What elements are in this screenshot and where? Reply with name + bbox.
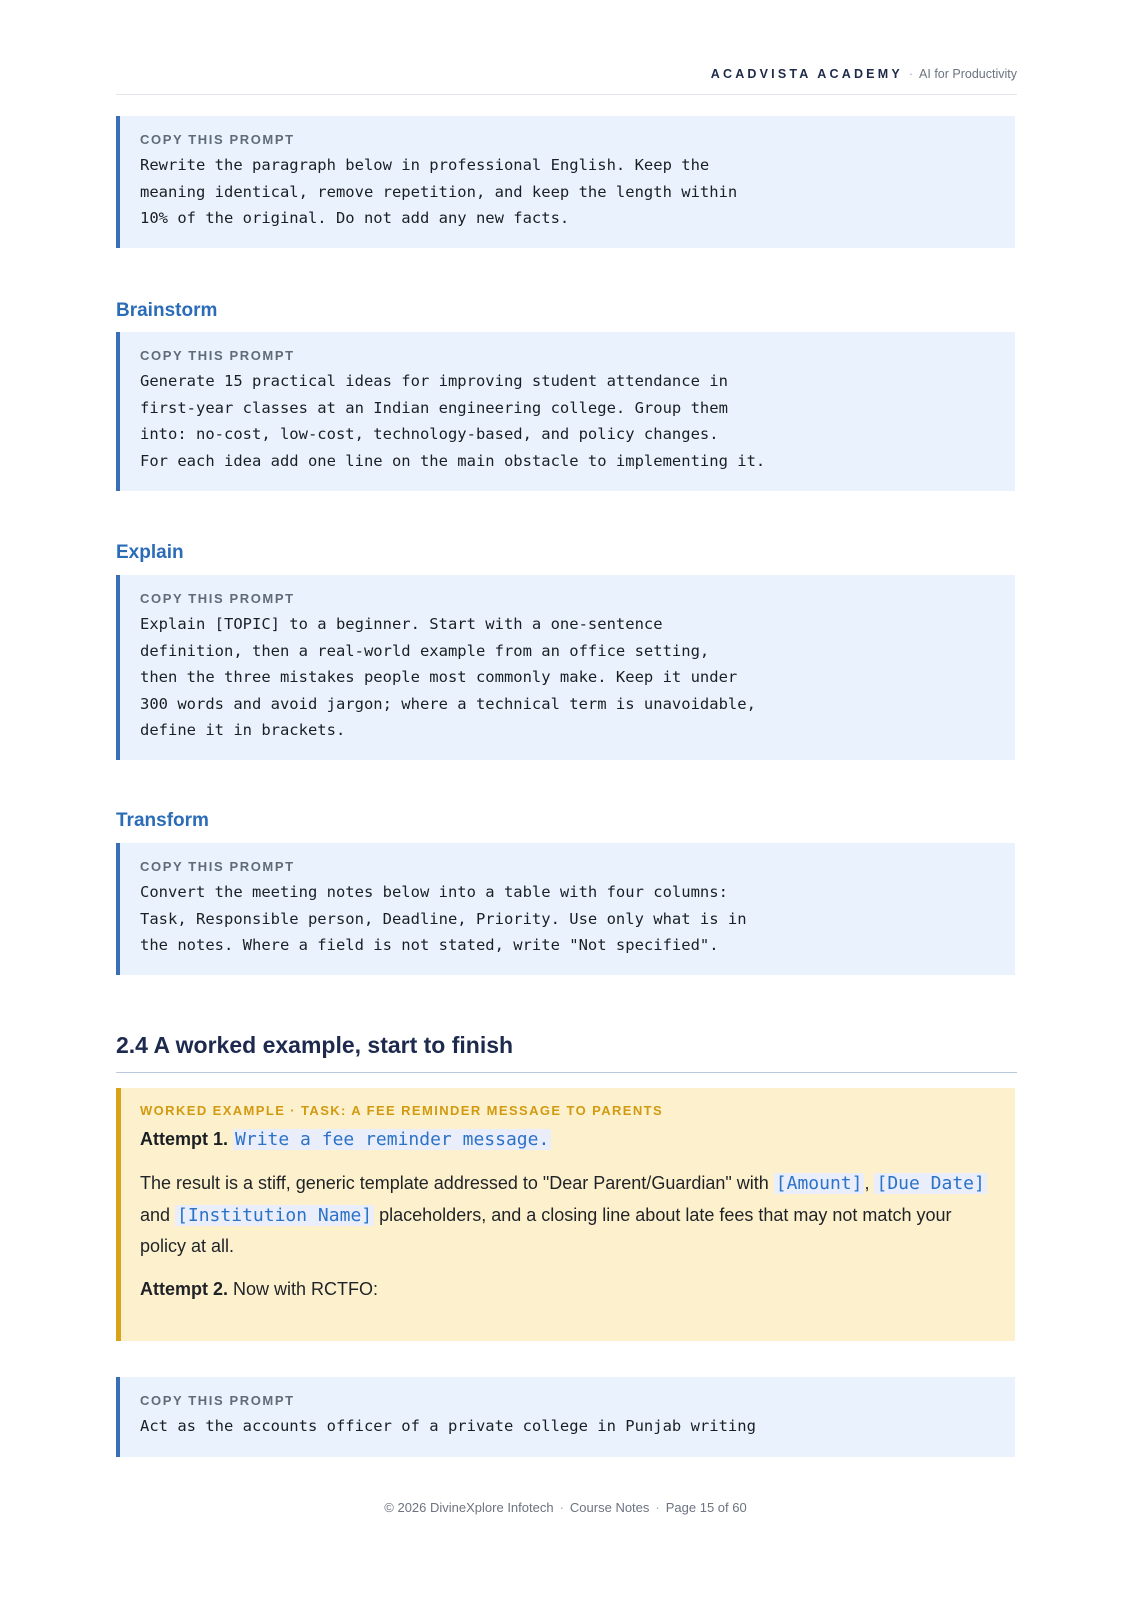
prompt-box-rewrite <box>116 116 1015 248</box>
brand-name: ACADVISTA ACADEMY <box>710 67 903 81</box>
attempt-2-label: Attempt 2. <box>140 1278 229 1299</box>
prompt-box-explain <box>116 575 1015 760</box>
footer-separator: · <box>655 1500 660 1515</box>
prompt-caption: COPY THIS PROMPT <box>140 348 295 363</box>
footer-page-number: Page 15 of 60 <box>665 1500 747 1515</box>
prompt-text-explain[interactable]: Explain [TOPIC] to a beginner. Start with a one-sentence definition, then a real-world example from an office setting, then the three mistakes people most commonly make. Keep it under 300 words and avoid jargon; where a technical term is unavoidable, define it in brackets. <box>140 615 756 739</box>
subhead-transform: Transform <box>116 810 209 831</box>
placeholder-amount: [Amount] <box>775 1173 863 1194</box>
prompt-caption: COPY THIS PROMPT <box>140 859 295 874</box>
attempt-1-prompt-code: Write a fee reminder message. <box>235 1129 550 1150</box>
prompt-box-accounts <box>116 1377 1015 1457</box>
result-paragraph <box>140 1168 993 1263</box>
prompt-text-transform[interactable]: Convert the meeting notes below into a table with four columns: Task, Responsible person, Deadline, Priority. Use only what is in the notes. Where a field is not stated, write "Not specified". <box>140 883 747 954</box>
prompt-text-rewrite[interactable]: Rewrite the paragraph below in professional English. Keep the meaning identical, remove repetition, and keep the length within 10% of the original. Do not add any new facts. <box>140 156 738 227</box>
attempt-1 <box>140 1125 993 1154</box>
header-subtitle: AI for Productivity <box>919 67 1017 81</box>
footer-separator: · <box>559 1500 564 1515</box>
para-text: The result is a stiff, generic template addressed to "Dear Parent/Guardian" with <box>140 1173 774 1193</box>
para-text: placeholders, and a closing line about late fees that may not match your policy at all. <box>140 1204 952 1256</box>
para-text: , <box>864 1173 875 1193</box>
prompt-text-accounts[interactable]: Act as the accounts officer of a private college in Punjab writing <box>140 1417 756 1435</box>
prompt-box-transform <box>116 843 1015 975</box>
footer-course-notes: Course Notes <box>569 1500 650 1515</box>
worked-example-caption: WORKED EXAMPLE · TASK: A FEE REMINDER MESSAGE TO PARENTS <box>140 1103 664 1118</box>
subhead-brainstorm: Brainstorm <box>116 300 218 321</box>
prompt-caption: COPY THIS PROMPT <box>140 1393 295 1408</box>
attempt-2 <box>140 1275 993 1303</box>
placeholder-institution: [Institution Name] <box>177 1204 373 1226</box>
header-separator: · <box>908 67 914 81</box>
attempt-2-text: Now with RCTFO: <box>233 1278 379 1299</box>
page-footer <box>0 1500 1131 1516</box>
prompt-caption: COPY THIS PROMPT <box>140 591 295 606</box>
worked-example-box <box>116 1088 1015 1341</box>
placeholder-due-date: [Due Date] <box>876 1173 985 1194</box>
attempt-1-label: Attempt 1. <box>140 1129 229 1149</box>
prompt-box-brainstorm <box>116 332 1015 491</box>
prompt-caption: COPY THIS PROMPT <box>140 132 295 147</box>
prompt-text-brainstorm[interactable]: Generate 15 practical ideas for improving student attendance in first-year classes at an Indian engineering college. Group them into: no-cost, low-cost, technology-based, and policy changes. For each idea add one line on the main obstacle to implementing it. <box>140 372 766 470</box>
section-title: 2.4 A worked example, start to finish <box>116 1030 1017 1073</box>
para-text: and <box>140 1204 176 1225</box>
footer-copyright: © 2026 DivineXplore Infotech <box>384 1500 554 1515</box>
page-header <box>116 66 1017 95</box>
subhead-explain: Explain <box>116 542 184 563</box>
